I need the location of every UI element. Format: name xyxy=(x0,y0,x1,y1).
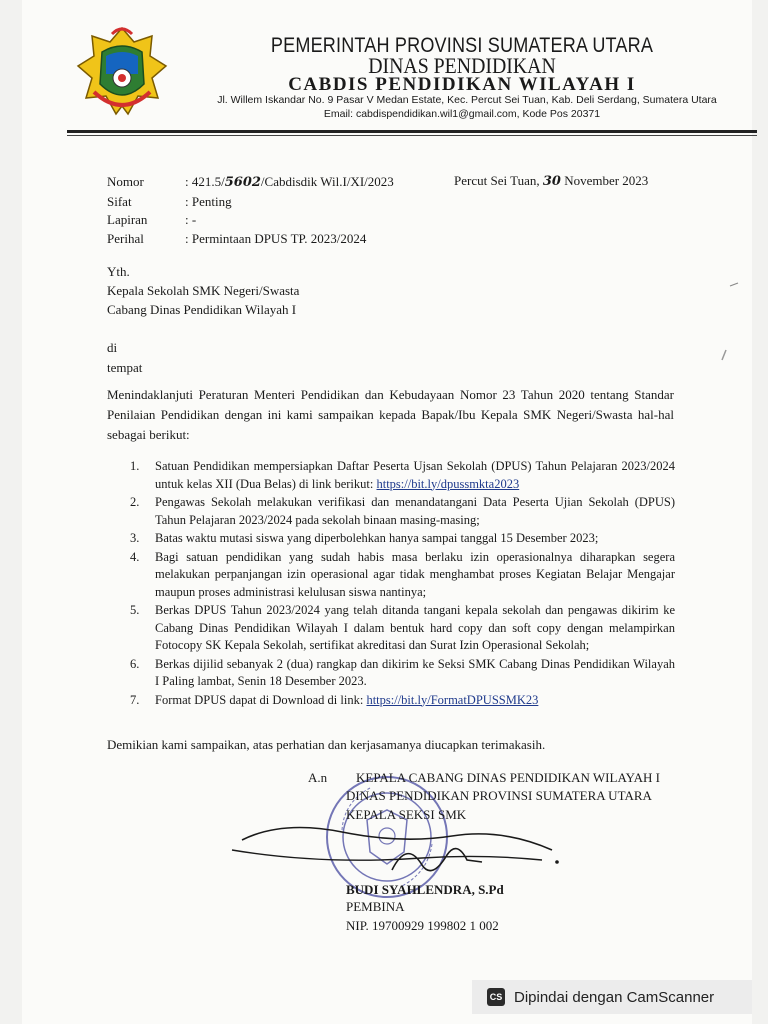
list-item-number: 1. xyxy=(130,459,140,473)
nomor-suffix: /Cabdisdik Wil.I/XI/2023 xyxy=(260,174,394,189)
list-item-number: 3. xyxy=(130,531,140,545)
signatory-rank: PEMBINA xyxy=(346,899,405,914)
meta-value: : - xyxy=(185,212,197,227)
list-item-number: 6. xyxy=(130,656,140,671)
recipient-di: di xyxy=(107,340,118,355)
list-item-text: Format DPUS dapat di Download di link: xyxy=(155,692,367,707)
list-item-text: Berkas DPUS Tahun 2023/2024 yang telah ditanda tangani kepala sekolah dan pengawas dikirim ke Cabang Dinas Pendidikan Wilayah I dalam bentuk hard copy dan soft copy dengan melampirkan Fotocopy SK Kepala Sekolah, sertifikat akreditasi dan Surat Izin Operasional Sekolah; xyxy=(155,603,675,652)
letterhead-contact: Email: cabdispendidikan.wil1@gmail.com, Kode Pos 20371 xyxy=(323,108,601,120)
document-page xyxy=(22,0,752,1024)
meta-label: Lapiran xyxy=(107,212,148,227)
list-item-text: Batas waktu mutasi siswa yang diperbolehkan hanya sampai tanggal 15 Desember 2023; xyxy=(155,531,599,545)
list-item-number: 2. xyxy=(130,495,140,509)
list-item-number: 7. xyxy=(130,692,140,707)
signatory-name: BUDI SYAHLENDRA, S.Pd xyxy=(346,882,504,897)
nomor-prefix: : 421.5/ xyxy=(185,174,225,189)
meta-value xyxy=(185,173,394,193)
list-item-text: Pengawas Sekolah melakukan verifikasi dan menandatangani Data Peserta Ujian Sekolah (DPUS) Tahun Pelajaran 2023/2024 pada sekolah binaan masing-masing; xyxy=(155,495,675,527)
list-item-text: Satuan Pendidikan mempersiapkan Daftar Peserta Ujsan Sekolah (DPUS) Tahun Pelajaran 2023/2024 untuk kelas XII (Dua Belas) di link berikut: xyxy=(155,459,675,491)
recipient-line1: Kepala Sekolah SMK Negeri/Swasta xyxy=(107,283,300,298)
date-place: Percut Sei Tuan, xyxy=(454,173,543,188)
recipient-yth: Yth. xyxy=(107,264,130,279)
camscanner-watermark xyxy=(472,980,752,1014)
date-day-handwritten: 30 xyxy=(542,174,561,189)
signature-title-line3: KEPALA SEKSI SMK xyxy=(346,807,467,822)
meta-row-nomor xyxy=(107,173,394,193)
meta-label: Perihal xyxy=(107,230,144,246)
meta-value: : Penting xyxy=(185,193,232,209)
list-item xyxy=(130,549,675,602)
meta-row-perihal xyxy=(107,230,394,249)
letterhead-government: PEMERINTAH PROVINSI SUMATERA UTARA xyxy=(270,34,654,57)
nomor-handwritten: 5602 xyxy=(224,175,261,190)
letterhead-rule-thin xyxy=(67,135,757,136)
list-item-number: 5. xyxy=(130,603,140,617)
camscanner-logo-icon: CS xyxy=(487,988,505,1006)
recipient-block xyxy=(107,262,299,319)
signature-title-line1: KEPALA CABANG DINAS PENDIDIKAN WILAYAH I xyxy=(356,770,660,785)
meta-value: : Permintaan DPUS TP. 2023/2024 xyxy=(185,230,367,246)
signature-title-line2: DINAS PENDIDIKAN PROVINSI SUMATERA UTARA xyxy=(346,788,652,803)
list-item xyxy=(130,530,675,548)
date-month-year: November 2023 xyxy=(560,173,649,188)
signature-an: A.n xyxy=(308,770,328,785)
recipient-tempat: tempat xyxy=(107,360,143,375)
provincial-emblem-icon xyxy=(72,22,172,122)
letterhead-branch: CABDIS PENDIDIKAN WILAYAH I xyxy=(288,74,636,95)
scan-marks-icon xyxy=(710,280,750,370)
letter-meta xyxy=(107,173,394,248)
list-item xyxy=(130,692,675,710)
meta-row-sifat xyxy=(107,193,394,212)
closing-sentence: Demikian kami sampaikan, atas perhatian dan kerjasamanya diucapkan terimakasih. xyxy=(107,737,546,752)
list-item-link[interactable]: https://bit.ly/dpussmkta2023 xyxy=(376,476,520,491)
list-item-text: Bagi satuan pendidikan yang sudah habis masa berlaku izin operasionalnya diharapkan segera melakukan perpanjangan izin operasional agar tidak menghambat proses Kegiatan Belajar Mengajar maupun proses administrasi kelulusan siswa nantinya; xyxy=(155,549,675,599)
list-item-text: Berkas dijilid sebanyak 2 (dua) rangkap dan dikirim ke Seksi SMK Cabang Dinas Pendidikan Wilayah I Paling lambat, Senin 18 Desember 2023. xyxy=(155,656,675,688)
meta-row-lapiran xyxy=(107,211,394,230)
recipient-line2: Cabang Dinas Pendidikan Wilayah I xyxy=(107,302,297,317)
letterhead-address: Jl. Willem Iskandar No. 9 Pasar V Medan Estate, Kec. Percut Sei Tuan, Kab. Deli Serdang, Sumatera Utara xyxy=(217,94,717,106)
list-item-number: 4. xyxy=(130,549,140,564)
instruction-list xyxy=(130,458,675,710)
intro-paragraph: Menindaklanjuti Peraturan Menteri Pendidikan dan Kebudayaan Nomor 23 Tahun 2020 tentang Standar Penilaian Pendidikan dengan ini kami sampaikan kepada Bapak/Ibu Kepala SMK Negeri/Swasta hal-hal sebagai berikut: xyxy=(107,387,674,442)
letterhead-department: DINAS PENDIDIKAN xyxy=(368,53,556,78)
list-item-link[interactable]: https://bit.ly/FormatDPUSSMK23 xyxy=(366,692,539,707)
list-item xyxy=(130,656,675,691)
signatory-nip: NIP. 19700929 199802 1 002 xyxy=(346,918,499,933)
letter-date xyxy=(454,173,648,189)
recipient-location xyxy=(107,338,142,378)
camscanner-label: Dipindai dengan CamScanner xyxy=(514,988,715,1006)
list-item xyxy=(130,602,675,655)
list-item xyxy=(130,458,675,493)
meta-label: Sifat xyxy=(107,193,132,209)
letterhead-rule-thick xyxy=(67,130,757,133)
list-item xyxy=(130,494,675,529)
meta-label: Nomor xyxy=(107,174,144,189)
